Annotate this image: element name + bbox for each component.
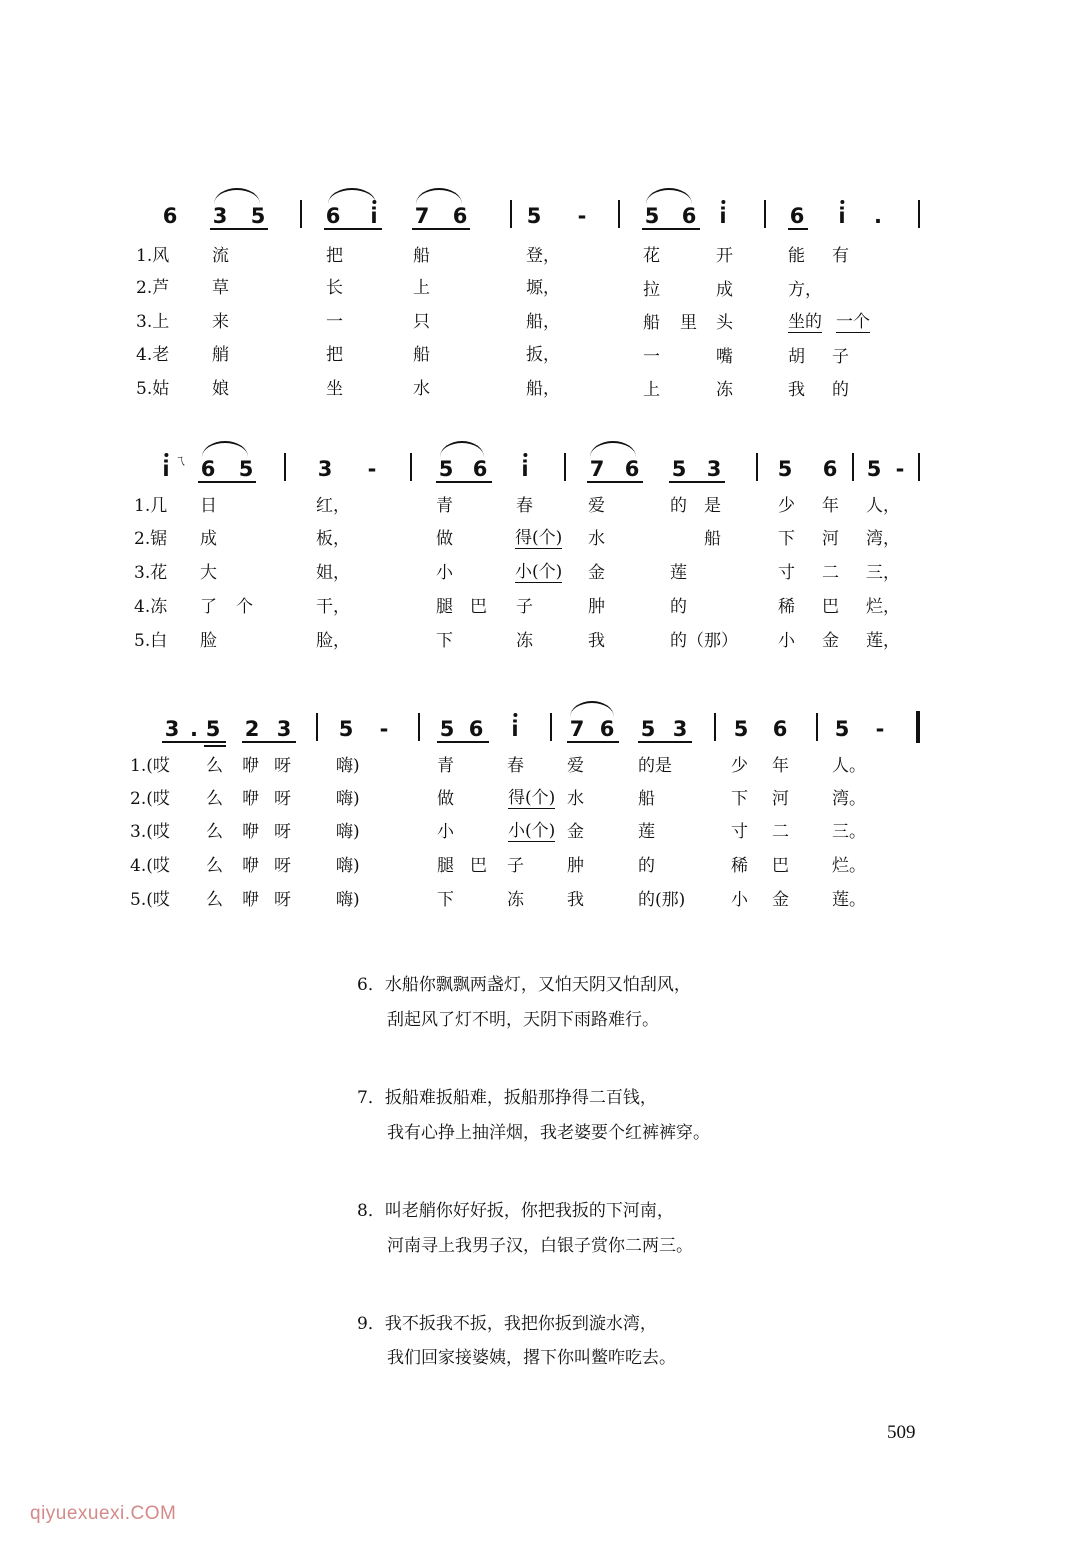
lyric: 的是 [638,756,672,776]
barline [316,713,318,741]
underline [412,228,470,230]
underline [198,481,256,483]
lyric: 的（那） [670,631,738,651]
note: 6 [200,457,216,481]
slur [416,188,462,204]
verse-line: 我们回家接婆姨，撂下你叫鳖咋吃去。 [387,1348,676,1368]
note: 3 [706,457,722,481]
lyric: 1.(哎 [130,756,170,776]
lyric: 金 [567,822,584,842]
lyric: 一 [643,347,660,367]
watermark: qiyuexuexi.COM [30,1503,177,1524]
lyric: 船 [413,246,430,266]
lyric: 腿 [437,856,454,876]
note: 5 [640,717,656,741]
lyric: 么 [206,890,223,910]
barline [714,713,716,741]
lyric: 烂。 [832,856,866,876]
verse-line: 刮起风了灯不明，天阴下雨路难行。 [387,1010,659,1030]
lyric: 呀 [274,890,291,910]
barline [852,453,854,481]
lyric: 小 [436,563,453,583]
lyric: 莲， [866,631,900,651]
underline [642,228,700,230]
lyric: 5.姑 [136,379,170,399]
note: 6 [468,717,484,741]
dot: . [190,717,198,741]
lyric: 来 [212,312,229,332]
note: 5 [733,717,749,741]
lyric: 莲 [670,563,687,583]
verse-line: 6．水船你飘飘两盏灯，又怕天阴又怕刮风， [357,975,691,995]
underline [324,228,382,230]
lyric: 登， [526,246,560,266]
lyric: 小 [731,890,748,910]
underline [567,741,619,743]
note: 5 [644,204,660,228]
note: 6 [472,457,488,481]
lyric: 娘 [212,379,229,399]
lyric: 金 [822,631,839,651]
lyric: 姐， [316,563,350,583]
lyric: 烂， [866,597,900,617]
verse-line: 8．叫老艄你好好扳，你把我扳的下河南， [357,1201,674,1221]
note: 5 [777,457,793,481]
note: 5 [250,204,266,228]
lyric: 子 [507,856,524,876]
verse-line: 河南寻上我男子汉，白银子赏你二两三。 [387,1236,693,1256]
lyric-slurred: 一个 [836,312,870,332]
note: 3 [212,204,228,228]
dash: - [875,717,885,741]
dash: - [895,457,905,481]
note: 6 [789,204,805,228]
lyric: 嗨) [336,890,360,910]
dash: - [577,204,587,228]
lyric: 金 [588,563,605,583]
underline [210,228,268,230]
lyric: 么 [206,789,223,809]
note: 6 [681,204,697,228]
dash: - [379,717,389,741]
lyric: 船， [526,379,560,399]
lyric: 么 [206,756,223,776]
lyric: 爱 [588,496,605,516]
barline [564,453,566,481]
lyric: 河 [822,529,839,549]
lyric: 下 [778,529,795,549]
lyric: 船， [526,312,560,332]
lyric: 个 [236,597,253,617]
lyric: 三。 [832,822,866,842]
lyric: 2.芦 [136,278,170,298]
verse-line: 我有心挣上抽洋烟，我老婆要个红裤裤穿。 [387,1123,710,1143]
lyric: 人， [866,496,900,516]
lyric: 花 [643,246,660,266]
lyric: 水 [588,529,605,549]
note: 3 [672,717,688,741]
lyric: 的 [832,380,849,400]
underline [669,481,725,483]
note: i [719,204,727,228]
note: i [370,204,378,228]
lyric: 3.上 [136,312,170,332]
lyric: 咿 [242,856,259,876]
lyric: 船 [413,345,430,365]
lyric: 咿 [242,822,259,842]
lyric: 咿 [242,756,259,776]
lyric: 的 [670,597,687,617]
lyric: 开 [716,246,733,266]
lyric: 嘴 [716,347,733,367]
underline [437,741,489,743]
lyric: 寸 [778,563,795,583]
lyric: 嗨) [336,789,360,809]
lyric: 寸 [731,822,748,842]
lyric: 年 [772,756,789,776]
lyric: 春 [516,496,533,516]
note: 7 [569,717,585,741]
lyric: 青 [437,756,454,776]
lyric: 小 [778,631,795,651]
lyric: 红， [316,496,350,516]
slur [328,188,376,204]
lyric: 我 [567,890,584,910]
lyric: 人。 [832,756,866,776]
note: i [511,717,519,741]
lyric: 少 [778,496,795,516]
barline [550,713,552,741]
verse-line: 9．我不扳我不扳，我把你扳到漩水湾， [357,1314,657,1334]
lyric: 胡 [788,347,805,367]
lyric: 莲。 [832,890,866,910]
note: 5 [866,457,882,481]
lyric: 一 [326,312,343,332]
note: i [838,204,846,228]
lyric: 头 [716,313,733,333]
lyric: 湾， [866,529,900,549]
underline [638,741,692,743]
barline [756,453,758,481]
lyric: 么 [206,856,223,876]
note: 5 [205,717,221,741]
lyric: 流 [212,246,229,266]
lyric: 板， [316,529,350,549]
lyric: 拉 [643,280,660,300]
lyric: 脸 [200,631,217,651]
lyric: 4.(哎 [130,856,170,876]
lyric: 能 [788,246,805,266]
lyric: 干， [316,597,350,617]
lyric: 1.几 [134,496,168,516]
lyric: 5.(哎 [130,890,170,910]
lyric: 呀 [274,789,291,809]
lyric: 子 [832,347,849,367]
lyric: 有 [832,246,849,266]
note: 3 [164,717,180,741]
lyric: 船 [704,529,721,549]
lyric: 嗨) [336,756,360,776]
slur [570,701,614,717]
note: 6 [772,717,788,741]
note: 5 [671,457,687,481]
lyric: 把 [326,345,343,365]
lyric: 2.(哎 [130,789,170,809]
lyric: 河 [772,789,789,809]
lyric: 里 [680,313,697,333]
lyric: 冻 [507,890,524,910]
note: 7 [589,457,605,481]
lyric-slurred: 小(个) [508,821,556,841]
barline [300,200,302,228]
lyric: 稀 [731,856,748,876]
lyric: 只 [413,312,430,332]
lyric: 少 [731,756,748,776]
note: 5 [338,717,354,741]
lyric-slurred: 得(个) [508,788,556,808]
lyric: 肿 [588,597,605,617]
lyric: 巴 [822,597,839,617]
note: 2 [244,717,260,741]
lyric: 下 [731,789,748,809]
lyric: 肿 [567,856,584,876]
lyric: 湾。 [832,789,866,809]
verse-line: 7．扳船难扳船难，扳船那挣得二百钱， [357,1088,657,1108]
lyric: 二 [772,822,789,842]
lyric: 嗨) [336,822,360,842]
lyric: 大 [200,563,217,583]
note: i [521,457,529,481]
lyric: 呀 [274,756,291,776]
lyric: 的 [670,496,687,516]
lyric: 咿 [242,890,259,910]
note: 3 [276,717,292,741]
lyric: 5.白 [134,631,168,651]
lyric: 的(那) [638,890,686,910]
lyric: 4.老 [136,345,170,365]
note: 7 [414,204,430,228]
barline [816,713,818,741]
note: 6 [599,717,615,741]
lyric: 巴 [470,856,487,876]
lyric: 坐 [326,379,343,399]
underline [587,481,643,483]
lyric: 成 [716,280,733,300]
lyric: 船 [643,313,660,333]
note: 6 [452,204,468,228]
lyric: 青 [436,496,453,516]
barline [418,713,420,741]
lyric: 子 [516,597,533,617]
lyric: 巴 [470,597,487,617]
slur [646,188,692,204]
underline [162,741,226,743]
lyric: 腿 [436,597,453,617]
lyric: 莲 [638,822,655,842]
barline [918,200,920,228]
underline [204,745,226,747]
lyric: 嗨) [336,856,360,876]
lyric: 年 [822,496,839,516]
lyric: 把 [326,246,343,266]
lyric: 稀 [778,597,795,617]
lyric: 上 [643,380,660,400]
underline [788,228,808,230]
lyric: 水 [567,789,584,809]
lyric: 3.花 [134,563,168,583]
lyric: 金 [772,890,789,910]
lyric: 船 [638,789,655,809]
underline [436,481,492,483]
underline [242,741,296,743]
lyric: 冻 [516,631,533,651]
lyric: 水 [413,379,430,399]
note: 6 [325,204,341,228]
final-barline [916,711,920,743]
lyric: 二 [822,563,839,583]
note: i [162,457,170,481]
lyric: 我 [788,380,805,400]
lyric: 了 [200,597,217,617]
lyric-slurred: 小(个) [515,562,563,582]
lyric: 冻 [716,380,733,400]
slur [202,441,248,457]
lyric: 成 [200,529,217,549]
lyric: 三， [866,563,900,583]
lyric: 日 [200,496,217,516]
lyric: 么 [206,822,223,842]
lyric: 3.(哎 [130,822,170,842]
barline [510,200,512,228]
lyric: 的 [638,856,655,876]
slur [590,441,636,457]
lyric: 艄 [212,345,229,365]
slur [440,441,484,457]
note: 5 [834,717,850,741]
lyric: 1.风 [136,246,170,266]
lyric-slurred: 得(个) [515,528,563,548]
lyric: 我 [588,631,605,651]
lyric: 春 [507,756,524,776]
barline [618,200,620,228]
note: 5 [526,204,542,228]
dash: - [367,457,377,481]
barline [284,453,286,481]
lyric: 方， [788,280,822,300]
lyric: 爱 [567,756,584,776]
barline [764,200,766,228]
lyric: 长 [326,278,343,298]
breath-mark: ㄟ [174,454,188,469]
lyric: 小 [437,822,454,842]
lyric: 做 [437,789,454,809]
page-number: 509 [887,1422,916,1443]
note: 3 [317,457,333,481]
lyric: 2.锯 [134,529,168,549]
note: 5 [438,457,454,481]
lyric: 草 [212,278,229,298]
lyric: 是 [704,496,721,516]
note: 5 [238,457,254,481]
lyric: 上 [413,278,430,298]
lyric-slurred: 坐的 [788,312,822,332]
lyric: 做 [436,529,453,549]
lyric: 咿 [242,789,259,809]
note: 5 [439,717,455,741]
slur [214,188,260,204]
dot: . [874,204,882,228]
lyric: 呀 [274,856,291,876]
lyric: 脸， [316,631,350,651]
lyric: 塬， [526,278,560,298]
note: 6 [624,457,640,481]
lyric: 下 [437,890,454,910]
lyric: 呀 [274,822,291,842]
note: 6 [822,457,838,481]
lyric: 下 [436,631,453,651]
lyric: 巴 [772,856,789,876]
note: 6 [162,204,178,228]
barline [918,453,920,481]
lyric: 扳， [526,345,560,365]
barline [410,453,412,481]
lyric: 4.冻 [134,597,168,617]
